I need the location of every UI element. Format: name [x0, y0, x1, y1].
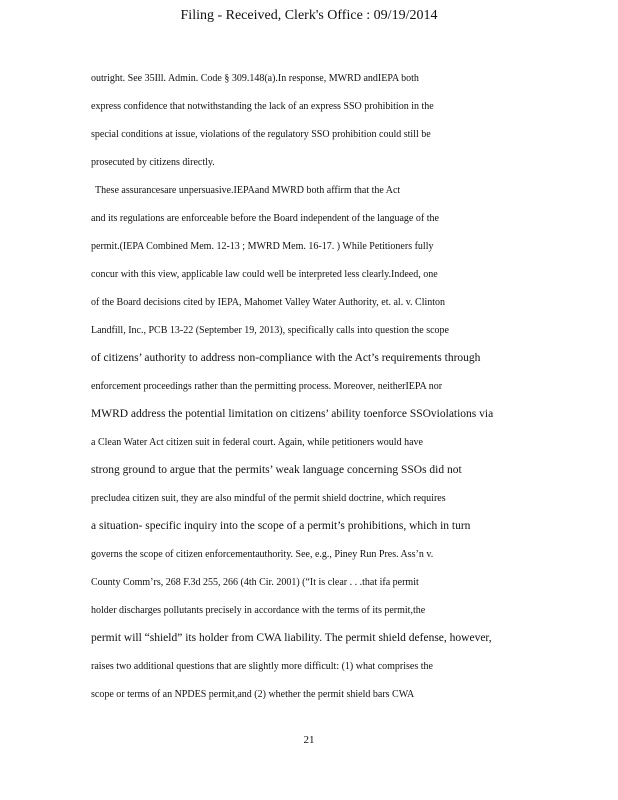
body-line: County Comm’rs, 268 F.3d 255, 266 (4th Cir. 2001) (“It is clear . . .that ifa permit	[91, 577, 419, 588]
body-line: outright. See 35Ill. Admin. Code § 309.148(a).In response, MWRD andIEPA both	[91, 73, 419, 84]
body-line: prosecuted by citizens directly.	[91, 157, 215, 168]
body-line: governs the scope of citizen enforcementauthority. See, e.g., Piney Run Pres. Ass’n v.	[91, 549, 434, 560]
body-line: Landfill, Inc., PCB 13-22 (September 19, 2013), specifically calls into question the scope	[91, 325, 449, 336]
body-line: MWRD address the potential limitation on citizens’ ability toenforce SSOviolations via	[91, 408, 494, 420]
body-line: of the Board decisions cited by IEPA, Mahomet Valley Water Authority, et. al. v. Clinton	[91, 297, 446, 308]
body-line: raises two additional questions that are slightly more difficult: (1) what comprises the	[91, 661, 433, 672]
body-line: special conditions at issue, violations of the regulatory SSO prohibition could still be	[91, 129, 431, 140]
body-line: holder discharges pollutants precisely in accordance with the terms of its permit,the	[91, 605, 426, 616]
body-line: a situation- specific inquiry into the scope of a permit’s prohibitions, which in turn	[91, 520, 471, 532]
filing-header: Filing - Received, Clerk's Office : 09/19/2014	[180, 8, 438, 23]
body-line: a Clean Water Act citizen suit in federal court. Again, while petitioners would have	[91, 437, 423, 448]
body-line: These assurancesare unpersuasive.IEPAand MWRD both affirm that the Act	[95, 185, 401, 196]
body-line: permit will “shield” its holder from CWA liability. The permit shield defense, however,	[91, 632, 492, 644]
body-line: of citizens’ authority to address non-compliance with the Act’s requirements through	[91, 352, 481, 364]
body-line: and its regulations are enforceable before the Board independent of the language of the	[91, 213, 439, 224]
page-number: 21	[303, 734, 315, 746]
body-line: scope or terms of an NPDES permit,and (2) whether the permit shield bars CWA	[91, 689, 415, 700]
body-line: permit.(IEPA Combined Mem. 12-13 ; MWRD Mem. 16-17. ) While Petitioners fully	[91, 241, 434, 252]
body-line: precludea citizen suit, they are also mindful of the permit shield doctrine, which requires	[91, 493, 446, 504]
body-line: express confidence that notwithstanding the lack of an express SSO prohibition in the	[91, 101, 434, 112]
body-line: strong ground to argue that the permits’ weak language concerning SSOs did not	[91, 464, 462, 476]
body-line: concur with this view, applicable law could well be interpreted less clearly.Indeed, one	[91, 269, 438, 280]
body-line: enforcement proceedings rather than the permitting process. Moreover, neitherIEPA nor	[91, 381, 443, 392]
